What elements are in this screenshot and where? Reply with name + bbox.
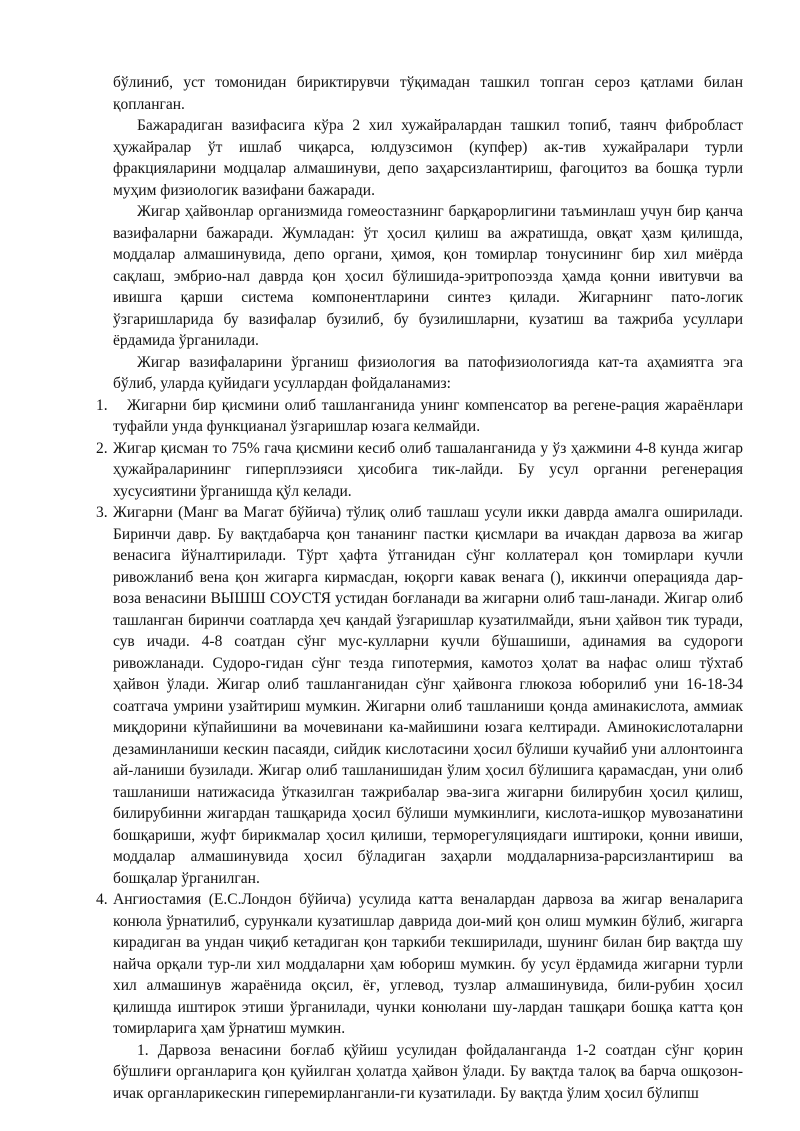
list-item <box>96 502 743 889</box>
list-number: 1. <box>96 396 108 414</box>
list-item-text: Ангиостамия (Е.С.Лондон бўйича) усулида катта веналардан дарвоза ва жигар веналарига конюла ўрнатилиб, сурункали кузатишлар даврида дои-мий қон олиш мумкин бўлиб, жигарга кирадиган ва ундан чиқиб кетадиган қон таркиби текширилади, шунинг билан бир вақтда шу найча орқали тур-ли хил моддаларни ҳам юбориш мумкин. бу усул ёрдамида жигарни турли хил алмашинув жараёнида оқсил, ёғ, углевод, тузлар алмашинувида, били-рубин ҳосил қилишда иштирок этиши ўрганилади, чунки конюлани шу-лардан ташқари бошқа катта қон томирларига ҳам ўрнатиш мумкин. <box>113 891 743 1037</box>
list-number: 3. <box>96 504 108 521</box>
list-item <box>96 395 743 438</box>
document-page <box>96 72 743 1104</box>
list-item <box>96 438 743 503</box>
paragraph-liver-functions: Жигар ҳайвонлар организмида гомеостазнинг барқарорлигини таъминлаш учун бир қанча вазифаларни бажаради. Жумладан: ўт ҳосил қилиш ва ажратишда, овқат ҳазм қилишда, моддалар алмашинувида, депо органи, ҳимоя, қон томирлар тонусининг бир хил миёрда сақлаш, эмбрио-нал даврда қон ҳосил бўлишида-эритропоэзда ҳамда қонни ивитувчи ва ивишга қарши система компонентларини синтез қилади. Жигарнинг пато-логик ўзгаришларида бу вазифалар бузилиб, бу бузилишларни, кузатиш ва тажриба усуллари ёрдамида ўрганилади. <box>113 203 743 349</box>
paragraph-cell-types: Бажарадиган вазифасига кўра 2 хил хужайралардан ташкил топиб, таянч фибробласт ҳужайралар ўт ишлаб чиқарса, юлдузсимон (купфер) ак-тив хужайралари турли фракцияларини модцалар алмашинуви, депо заҳарсизлантириш, фагоцитоз ва бошқа турли муҳим физиологик вазифани бажаради. <box>113 117 743 199</box>
list-item <box>96 889 743 1040</box>
list-item-text: Жигар қисман то 75% гача қисмини кесиб олиб ташаланганида у ўз ҳажмини 4-8 кунда жигар ҳужайраларининг гиперплэзияси ҳисобига тик-лайди. Бу усул органни регенерация хусусиятини ўрганишда қўл келади. <box>113 439 743 500</box>
methods-list <box>96 395 743 1040</box>
list-number: 4. <box>96 891 108 908</box>
list-item-text: Жигарни (Манг ва Магат бўйича) тўлиқ олиб ташлаш усули икки даврда амалга оширилади. Биринчи давр. Бу вақтдабарча қон тананинг пастки қисмлари ва ичакдан дарвоза ва жигар венасига йўналтирилади. Тўрт ҳафта ўтганидан сўнг коллатерал қон томирлари кучли ривожланиб вена қон жигарга кирмасдан, юқорги кавак венага (), иккинчи операцияда дар-воза венасини ВЫШШ СОУСТЯ устидан боғланади ва жигарни олиб таш-ланади. Жигар олиб ташланган биринчи соатларда ҳеч қандай ўзгаришлар кузатилмайди, яъни ҳайвон тик туради, сув ичади. 4-8 соатдан сўнг мус-кулларни кучли бўшашиши, адинамия ва судороги ривожланади. Судоро-гидан сўнг тезда гипотермия, камотоз ҳолат ва нафас олиш тўхтаб ҳайвон ўлади. Жигар олиб ташланганидан сўнг ҳайвонга глюкоза юборилиб уни 16-18-34 соатгача умрини узайтириш мумкин. Жигарни олиб ташланиши қонда аминакислота, аммиак миқдорини кўпайишини ва мочевинани ка-майишини юзага келтиради. Аминокислоталарни дезаминланиши кескин пасаяди, сийдик кислотасини ҳосил бўлиши кучайиб уни аллонтоинга ай-ланиши бузилади. Жигар олиб ташланишидан ўлим ҳосил бўлишига қарамасдан, уни олиб ташланиши натижасида ўтказилган тажрибалар эва-зига жигарни билирубин ҳосил қилиш, билирубинни жигардан ташқарида ҳосил бўлиши мумкинлиги, кислота-ишқор мувозанатини бошқариши, жуфт бирикмалар ҳосил қилиши, терморегуляциядаги иштироки, қонни ивиши, моддалар алмашинувида ҳосил бўладиган заҳарли моддаларниза-рарсизлантириш ва бошқалар ўрганилган. <box>113 504 743 887</box>
paragraph-continuation: бўлиниб, уст томонидан бириктирувчи тўқимадан ташкил топган сероз қатлами билан қопланган. <box>113 74 743 113</box>
paragraph-portal-vein-ligation: 1. Дарвоза венасини боғлаб қўйиш усулидан фойдаланганда 1-2 соатдан сўнг қорин бўшлиғи органларига қон қуйилган ҳолатда ҳайвон ўлади. Бу вақтда талоқ ва барча ошқозон-ичак органларикескин гиперемирланганли-ги кузатилади. Бу вақтда ўлим ҳосил бўлипш <box>113 1041 743 1102</box>
paragraph-methods-intro: Жигар вазифаларини ўрганиш физиология ва патофизиологияда кат-та аҳамиятга эга бўлиб, уларда қуйидаги усуллардан фойдаланамиз: <box>113 353 743 392</box>
list-item-text: Жигарни бир қисмини олиб ташланганида унинг компенсатор ва регене-рация жараёнлари туфайли унда функцианал ўзгаришлар юзага келмайди. <box>113 396 743 435</box>
list-number: 2. <box>96 439 108 457</box>
